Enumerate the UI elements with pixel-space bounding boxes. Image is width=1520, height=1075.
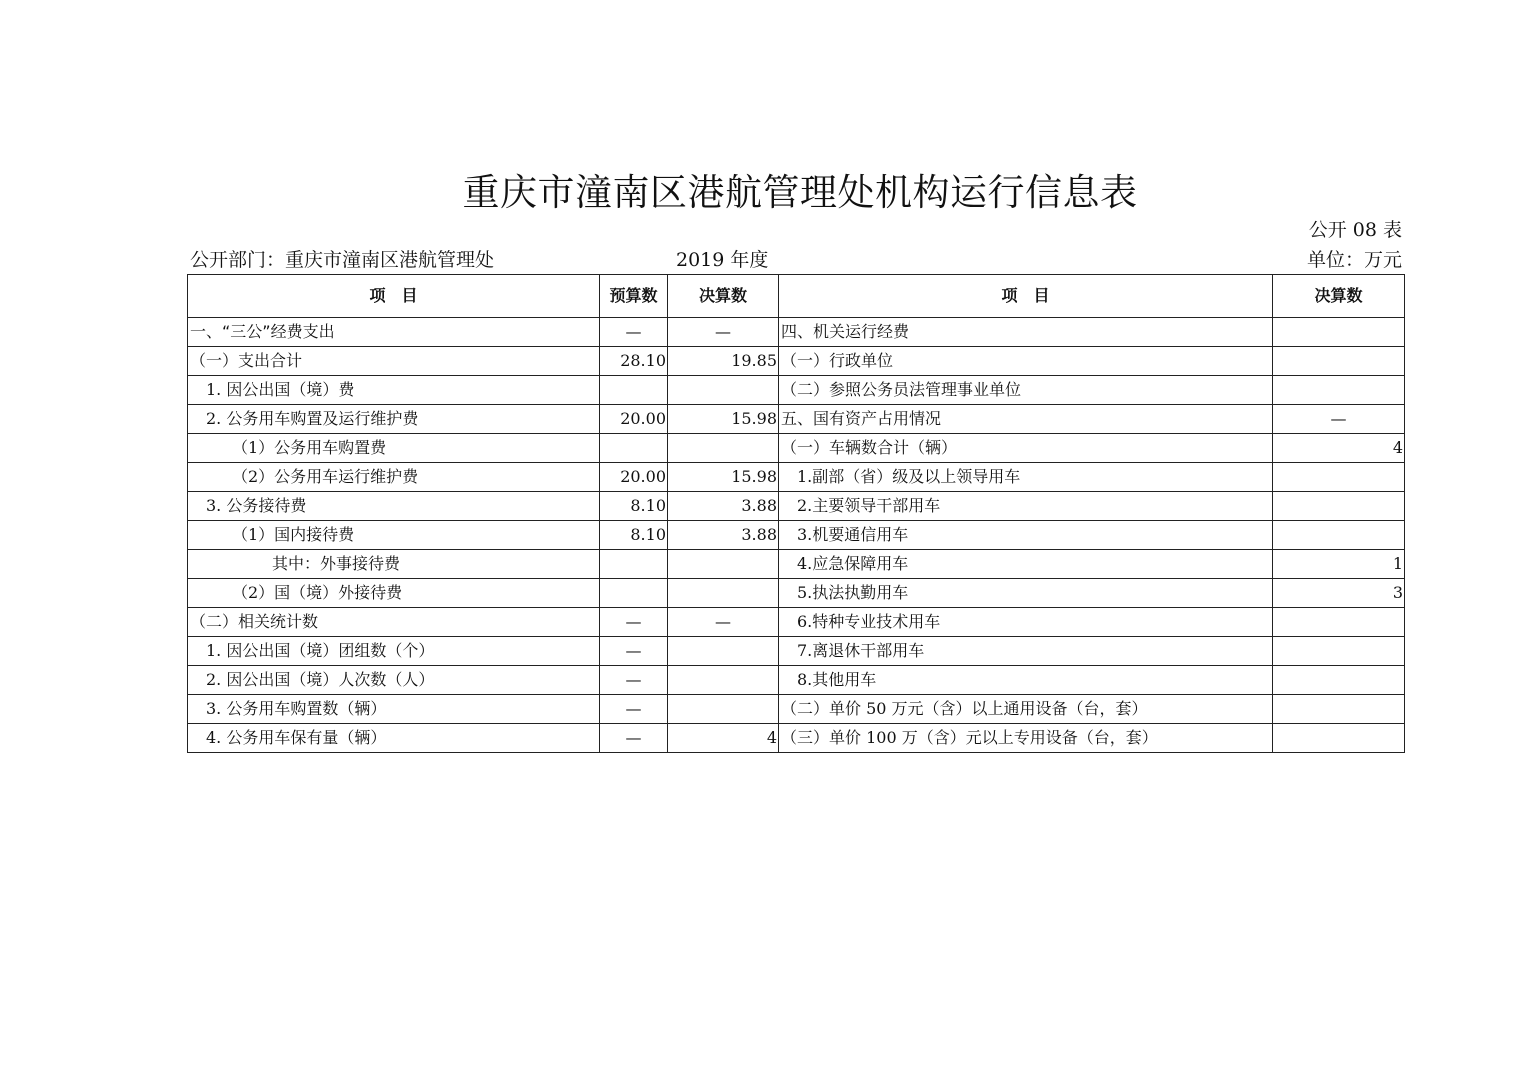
unit-label: 单位：万元 [1306,249,1402,271]
header-budget: 预算数 [600,275,668,318]
left-item: （2）国（境）外接待费 [188,579,600,608]
budget-value: 8.10 [600,492,668,521]
budget-value: — [600,724,668,753]
right-final-value [1273,521,1405,550]
right-final-value: 3 [1273,579,1405,608]
final-value [668,550,779,579]
right-final-value: — [1273,405,1405,434]
final-value [668,666,779,695]
right-item: （二）单价 50 万元（含）以上通用设备（台，套） [779,695,1273,724]
right-item: 5.执法执勤用车 [779,579,1273,608]
budget-value: — [600,666,668,695]
left-item: 1. 因公出国（境）团组数（个） [188,637,600,666]
final-value: 15.98 [668,463,779,492]
final-value [668,637,779,666]
table-row [188,521,1405,550]
right-item: 五、国有资产占用情况 [779,405,1273,434]
table-row [188,550,1405,579]
table-row [188,579,1405,608]
left-item: 2. 公务用车购置及运行维护费 [188,405,600,434]
right-final-value [1273,492,1405,521]
final-value: 4 [668,724,779,753]
right-final-value: 4 [1273,434,1405,463]
left-item: （1）国内接待费 [188,521,600,550]
right-final-value [1273,347,1405,376]
table-row [188,463,1405,492]
budget-value: 20.00 [600,463,668,492]
budget-value: 8.10 [600,521,668,550]
right-final-value: 1 [1273,550,1405,579]
table-row [188,376,1405,405]
budget-value: 28.10 [600,347,668,376]
left-item: 1. 因公出国（境）费 [188,376,600,405]
right-final-value [1273,376,1405,405]
right-final-value [1273,318,1405,347]
right-item: 四、机关运行经费 [779,318,1273,347]
header-left-item: 项 目 [188,275,600,318]
form-number: 公开 08 表 [1308,219,1402,241]
table-row [188,492,1405,521]
final-value [668,695,779,724]
final-value: 3.88 [668,492,779,521]
final-value: 3.88 [668,521,779,550]
header-right-final: 决算数 [1273,275,1405,318]
budget-value [600,579,668,608]
budget-value: — [600,318,668,347]
right-item: 4.应急保障用车 [779,550,1273,579]
document-title: 重庆市潼南区港航管理处机构运行信息表 [462,171,1138,214]
operation-info-table [187,274,1405,753]
left-item: （二）相关统计数 [188,608,600,637]
table-row [188,724,1405,753]
budget-value [600,550,668,579]
right-item: 7.离退休干部用车 [779,637,1273,666]
budget-value: — [600,637,668,666]
budget-value: — [600,695,668,724]
table-row [188,666,1405,695]
right-item: （三）单价 100 万（含）元以上专用设备（台，套） [779,724,1273,753]
budget-value: 20.00 [600,405,668,434]
table-header-row [188,275,1405,318]
table-row [188,405,1405,434]
right-final-value [1273,724,1405,753]
right-item: 1.副部（省）级及以上领导用车 [779,463,1273,492]
right-item: （一）车辆数合计（辆） [779,434,1273,463]
budget-value [600,434,668,463]
left-item: 4. 公务用车保有量（辆） [188,724,600,753]
left-item: （1）公务用车购置费 [188,434,600,463]
left-item: 3. 公务接待费 [188,492,600,521]
right-item: 3.机要通信用车 [779,521,1273,550]
table-row [188,434,1405,463]
left-item: 其中：外事接待费 [188,550,600,579]
left-item: 2. 因公出国（境）人次数（人） [188,666,600,695]
header-right-item: 项 目 [779,275,1273,318]
right-item: 6.特种专业技术用车 [779,608,1273,637]
fiscal-year: 2019 年度 [676,249,769,271]
department-label: 公开部门：重庆市潼南区港航管理处 [190,249,495,271]
final-value: — [668,318,779,347]
table-row [188,608,1405,637]
table-row [188,347,1405,376]
right-final-value [1273,695,1405,724]
left-item: 3. 公务用车购置数（辆） [188,695,600,724]
right-final-value [1273,608,1405,637]
final-value: 19.85 [668,347,779,376]
left-item: （一）支出合计 [188,347,600,376]
left-item: （2）公务用车运行维护费 [188,463,600,492]
budget-value: — [600,608,668,637]
table-row [188,318,1405,347]
table-row [188,637,1405,666]
final-value [668,579,779,608]
final-value: 15.98 [668,405,779,434]
right-item: （一）行政单位 [779,347,1273,376]
header-final: 决算数 [668,275,779,318]
right-final-value [1273,637,1405,666]
final-value [668,434,779,463]
right-final-value [1273,666,1405,695]
right-item: （二）参照公务员法管理事业单位 [779,376,1273,405]
right-item: 2.主要领导干部用车 [779,492,1273,521]
budget-value [600,376,668,405]
final-value [668,376,779,405]
left-item: 一、“三公”经费支出 [188,318,600,347]
right-final-value [1273,463,1405,492]
right-item: 8.其他用车 [779,666,1273,695]
final-value: — [668,608,779,637]
table-row [188,695,1405,724]
